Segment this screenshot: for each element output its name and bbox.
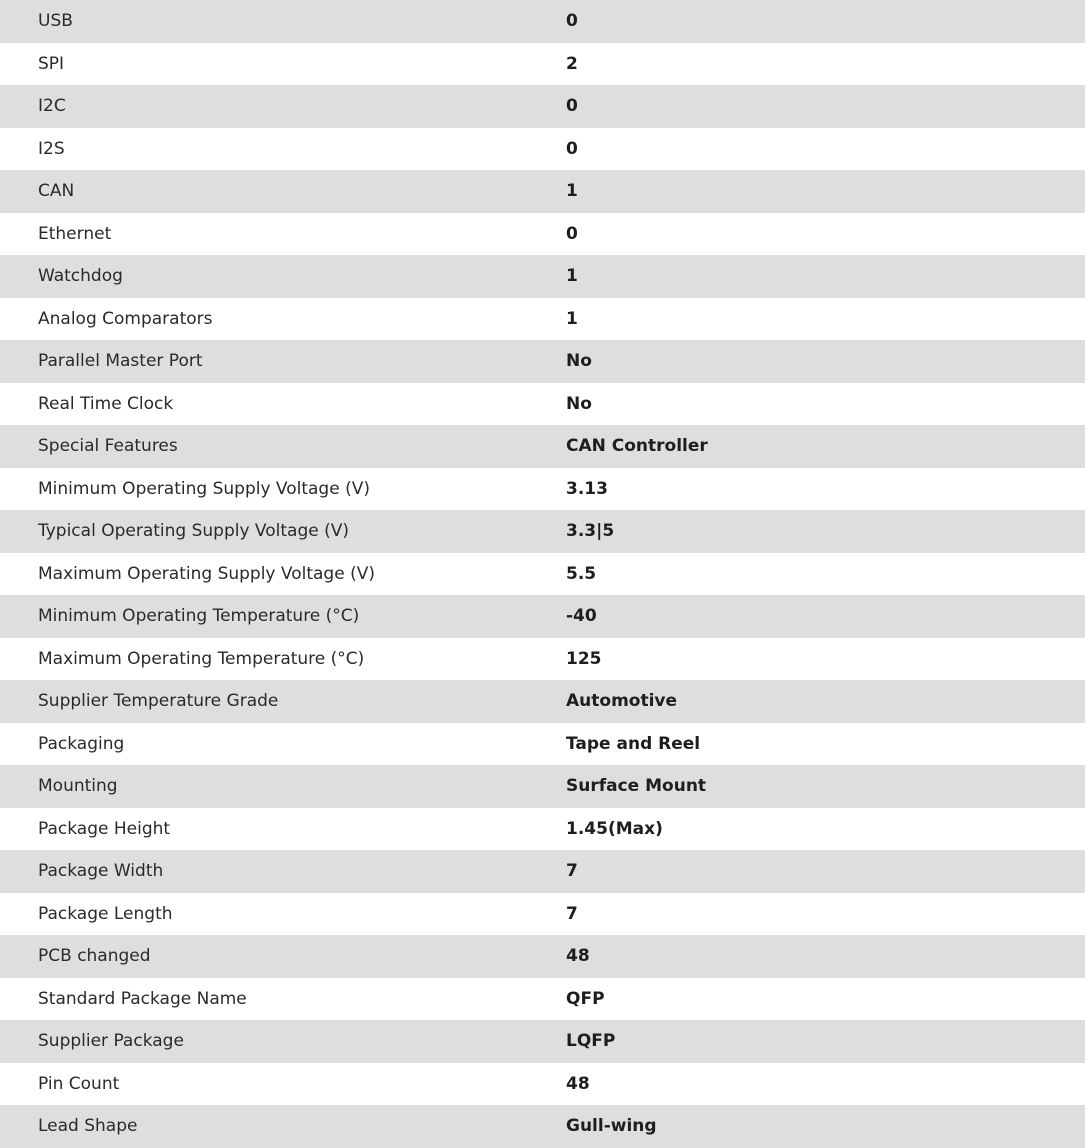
spec-label: Package Height [0, 808, 566, 851]
table-row [0, 425, 1085, 468]
spec-value: 5.5 [566, 553, 1085, 596]
spec-label: SPI [0, 43, 566, 86]
spec-value: 0 [566, 213, 1085, 256]
spec-value: Surface Mount [566, 765, 1085, 808]
spec-value: CAN Controller [566, 425, 1085, 468]
spec-value: 1.45(Max) [566, 808, 1085, 851]
table-row [0, 1020, 1085, 1063]
spec-label: CAN [0, 170, 566, 213]
spec-label: Typical Operating Supply Voltage (V) [0, 510, 566, 553]
spec-label: Parallel Master Port [0, 340, 566, 383]
spec-value: 125 [566, 638, 1085, 681]
table-row [0, 553, 1085, 596]
spec-value: 1 [566, 298, 1085, 341]
table-row [0, 935, 1085, 978]
spec-label: Pin Count [0, 1063, 566, 1106]
table-row [0, 850, 1085, 893]
spec-label: Package Length [0, 893, 566, 936]
spec-value: 2 [566, 43, 1085, 86]
spec-label: Analog Comparators [0, 298, 566, 341]
spec-label: Special Features [0, 425, 566, 468]
spec-value: No [566, 340, 1085, 383]
spec-value: 7 [566, 893, 1085, 936]
spec-label: Mounting [0, 765, 566, 808]
table-row [0, 0, 1085, 43]
table-row [0, 298, 1085, 341]
spec-label: Packaging [0, 723, 566, 766]
spec-label: Package Width [0, 850, 566, 893]
table-row [0, 595, 1085, 638]
table-row [0, 340, 1085, 383]
spec-value: 48 [566, 1063, 1085, 1106]
spec-value: -40 [566, 595, 1085, 638]
table-row [0, 680, 1085, 723]
table-row [0, 765, 1085, 808]
table-row [0, 1063, 1085, 1106]
spec-value: QFP [566, 978, 1085, 1021]
spec-value: 0 [566, 0, 1085, 43]
table-row [0, 638, 1085, 681]
spec-value: 1 [566, 255, 1085, 298]
spec-label: Standard Package Name [0, 978, 566, 1021]
table-row [0, 1105, 1085, 1148]
table-row [0, 510, 1085, 553]
spec-value: 0 [566, 85, 1085, 128]
spec-value: Gull-wing [566, 1105, 1085, 1148]
spec-value: Tape and Reel [566, 723, 1085, 766]
spec-label: Real Time Clock [0, 383, 566, 426]
spec-label: Supplier Temperature Grade [0, 680, 566, 723]
spec-value: Automotive [566, 680, 1085, 723]
spec-label: Maximum Operating Supply Voltage (V) [0, 553, 566, 596]
spec-label: Ethernet [0, 213, 566, 256]
spec-value: 3.13 [566, 468, 1085, 511]
spec-label: I2S [0, 128, 566, 171]
spec-label: Minimum Operating Supply Voltage (V) [0, 468, 566, 511]
table-row [0, 213, 1085, 256]
spec-value: LQFP [566, 1020, 1085, 1063]
spec-label: Watchdog [0, 255, 566, 298]
spec-label: Minimum Operating Temperature (°C) [0, 595, 566, 638]
spec-value: 48 [566, 935, 1085, 978]
table-row [0, 723, 1085, 766]
spec-value: 0 [566, 128, 1085, 171]
spec-label: PCB changed [0, 935, 566, 978]
table-row [0, 383, 1085, 426]
table-row [0, 128, 1085, 171]
spec-value: 7 [566, 850, 1085, 893]
spec-value: No [566, 383, 1085, 426]
table-row [0, 170, 1085, 213]
table-row [0, 978, 1085, 1021]
spec-value: 1 [566, 170, 1085, 213]
table-row [0, 893, 1085, 936]
spec-label: Supplier Package [0, 1020, 566, 1063]
table-row [0, 43, 1085, 86]
table-row [0, 85, 1085, 128]
spec-label: Lead Shape [0, 1105, 566, 1148]
table-row [0, 468, 1085, 511]
spec-label: USB [0, 0, 566, 43]
spec-label: I2C [0, 85, 566, 128]
table-row [0, 255, 1085, 298]
spec-label: Maximum Operating Temperature (°C) [0, 638, 566, 681]
spec-value: 3.3|5 [566, 510, 1085, 553]
table-row [0, 808, 1085, 851]
